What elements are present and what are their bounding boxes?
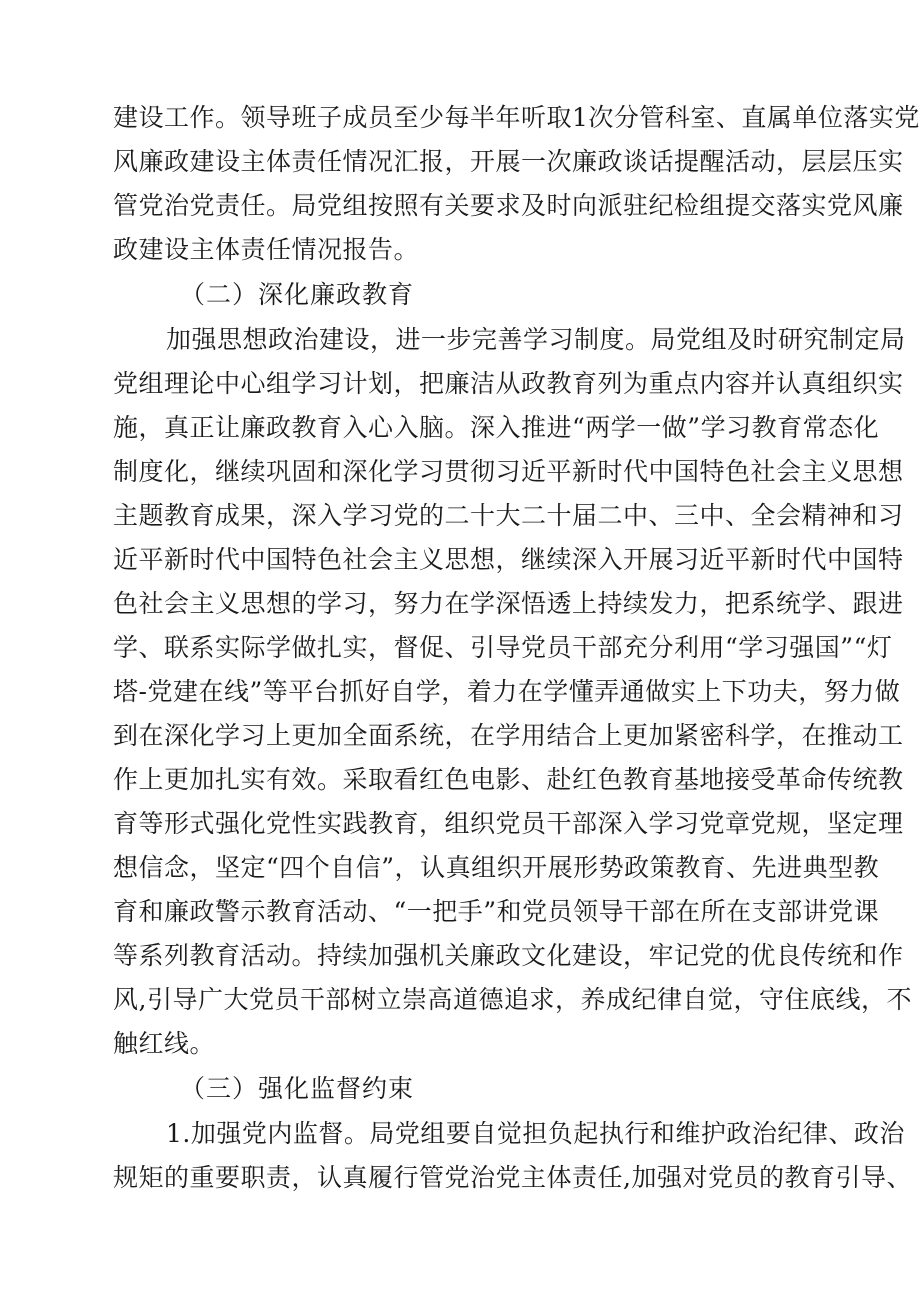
paragraph-line: 作上更加扎实有效。采取看红色电影、赴红色教育基地接受革命传统教 [113, 765, 904, 794]
paragraph-line: 政建设主体责任情况报告。 [113, 235, 420, 264]
paragraph-line: 党组理论中心组学习计划，把廉洁从政教育列为重点内容并认真组织实 [113, 369, 904, 398]
paragraph-line: 育和廉政警示教育活动、“一把手”和党员领导干部在所在支部讲党课 [113, 897, 880, 926]
section-heading-deepen-education: （二）深化廉政教育 [180, 280, 415, 309]
paragraph-line: 1.加强党内监督。局党组要自觉担负起执行和维护政治纪律、政治 [166, 1119, 905, 1148]
paragraph-line: 制度化，继续巩固和深化学习贯彻习近平新时代中国特色社会主义思想 [113, 457, 904, 486]
paragraph-line: 到在深化学习上更加全面系统，在学用结合上更加紧密科学，在推动工 [113, 721, 904, 750]
paragraph-line: 育等形式强化党性实践教育，组织党员干部深入学习党章党规，坚定理 [113, 809, 904, 838]
paragraph-line: 施，真正让廉政教育入心入脑。深入推进“两学一做”学习教育常态化 [113, 413, 880, 442]
paragraph-line: 想信念，坚定“四个自信”，认真组织开展形势政策教育、先进典型教 [113, 853, 880, 882]
paragraph-line: 加强思想政治建设，进一步完善学习制度。局党组及时研究制定局 [166, 325, 906, 354]
paragraph-line: 塔-党建在线”等平台抓好自学，着力在学懂弄通做实上下功夫，努力做 [113, 677, 901, 706]
paragraph-line: 风,引导广大党员干部树立崇高道德追求，养成纪律自觉，守住底线，不 [113, 985, 912, 1014]
paragraph-line: 管党治党责任。局党组按照有关要求及时向派驻纪检组提交落实党风廉 [113, 191, 904, 220]
paragraph-line: 色社会主义思想的学习，努力在学深悟透上持续发力，把系统学、跟进 [113, 589, 904, 618]
paragraph-line: 触红线。 [113, 1029, 216, 1058]
paragraph-line: 风廉政建设主体责任情况汇报，开展一次廉政谈话提醒活动，层层压实 [113, 147, 904, 176]
paragraph-line: 学、联系实际学做扎实，督促、引导党员干部充分利用“学习强国”“灯 [113, 633, 893, 662]
paragraph-line: 规矩的重要职责，认真履行管党治党主体责任,加强对党员的教育引导、 [113, 1163, 912, 1192]
paragraph-line: 主题教育成果，深入学习党的二十大二十届二中、三中、全会精神和习 [113, 501, 904, 530]
paragraph-line: 建设工作。领导班子成员至少每半年听取1次分管科室、直属单位落实党 [113, 103, 920, 132]
paragraph-line: 近平新时代中国特色社会主义思想，继续深入开展习近平新时代中国特 [113, 545, 904, 574]
section-heading-strengthen-supervision: （三）强化监督约束 [180, 1074, 415, 1103]
paragraph-line: 等系列教育活动。持续加强机关廉政文化建设，牢记党的优良传统和作 [113, 941, 904, 970]
